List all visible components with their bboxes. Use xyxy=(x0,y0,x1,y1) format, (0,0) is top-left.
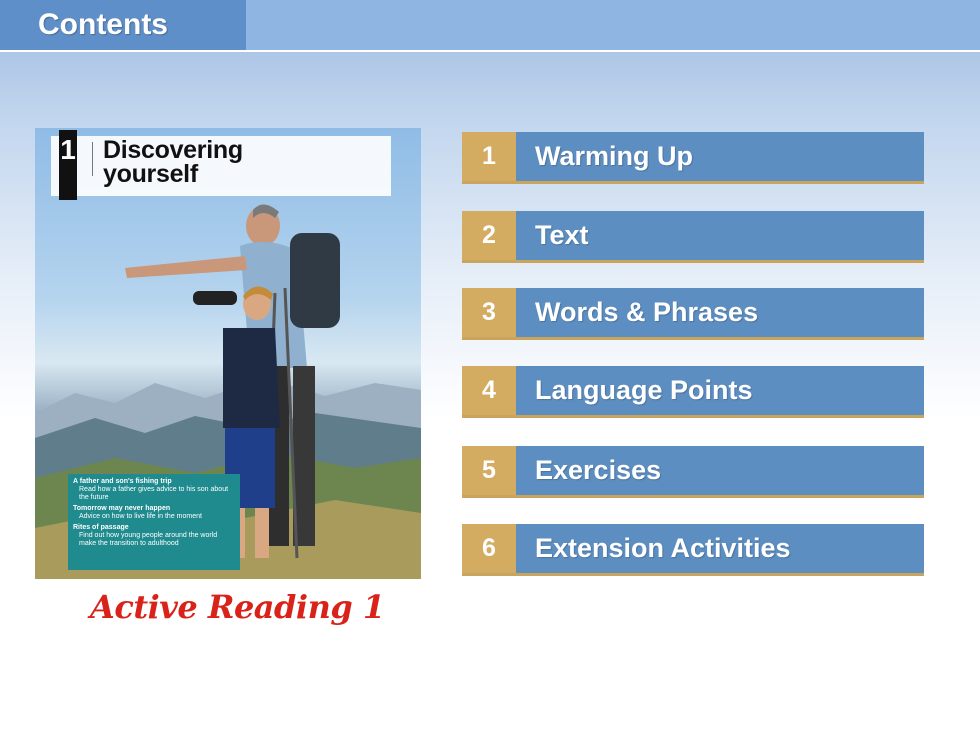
unit-number: 1 xyxy=(59,130,77,200)
menu-item-extension-activities[interactable] xyxy=(462,524,924,576)
menu-item-number: 1 xyxy=(462,132,516,181)
menu-item-underline xyxy=(462,337,924,340)
menu-item-underline xyxy=(462,260,924,263)
menu-item-label: Extension Activities xyxy=(516,524,924,573)
blurb-heading: A father and son's fishing trip xyxy=(73,478,172,485)
menu-item-label: Words & Phrases xyxy=(516,288,924,337)
menu-item-underline xyxy=(462,415,924,418)
menu-item-number: 3 xyxy=(462,288,516,337)
menu-item-underline xyxy=(462,181,924,184)
title-box xyxy=(0,0,246,50)
menu-item-text[interactable] xyxy=(462,211,924,263)
blurb-heading: Rites of passage xyxy=(73,524,129,531)
menu-item-language-points[interactable] xyxy=(462,366,924,418)
menu-item-number: 6 xyxy=(462,524,516,573)
page-title: Contents xyxy=(38,8,168,41)
menu-item-number: 4 xyxy=(462,366,516,415)
menu-item-underline xyxy=(462,573,924,576)
menu-item-label: Text xyxy=(516,211,924,260)
cover-blurb-box xyxy=(68,474,240,570)
blurb-heading: Tomorrow may never happen xyxy=(73,505,171,512)
unit-title-line2: yourself xyxy=(103,160,198,188)
menu-item-label: Language Points xyxy=(516,366,924,415)
blurb-desc: Find out how young people around the world make the transition to adulthood xyxy=(79,532,218,547)
menu-item-exercises[interactable] xyxy=(462,446,924,498)
divider xyxy=(92,142,93,176)
menu-item-label: Exercises xyxy=(516,446,924,495)
unit-title-line1: Discovering xyxy=(103,136,243,164)
active-reading-caption: Active Reading 1 xyxy=(90,588,385,626)
blurb-desc: Read how a father gives advice to his son about the future xyxy=(79,486,229,501)
menu-item-number: 2 xyxy=(462,211,516,260)
menu-item-words-phrases[interactable] xyxy=(462,288,924,340)
header-bar xyxy=(0,0,980,52)
menu-item-number: 5 xyxy=(462,446,516,495)
menu-item-underline xyxy=(462,495,924,498)
blurb-desc: Advice on how to live life in the moment xyxy=(79,513,202,520)
unit-title xyxy=(103,138,243,186)
menu-item-warming-up[interactable] xyxy=(462,132,924,184)
menu-item-label: Warming Up xyxy=(516,132,924,181)
book-cover-image[interactable] xyxy=(35,128,421,579)
